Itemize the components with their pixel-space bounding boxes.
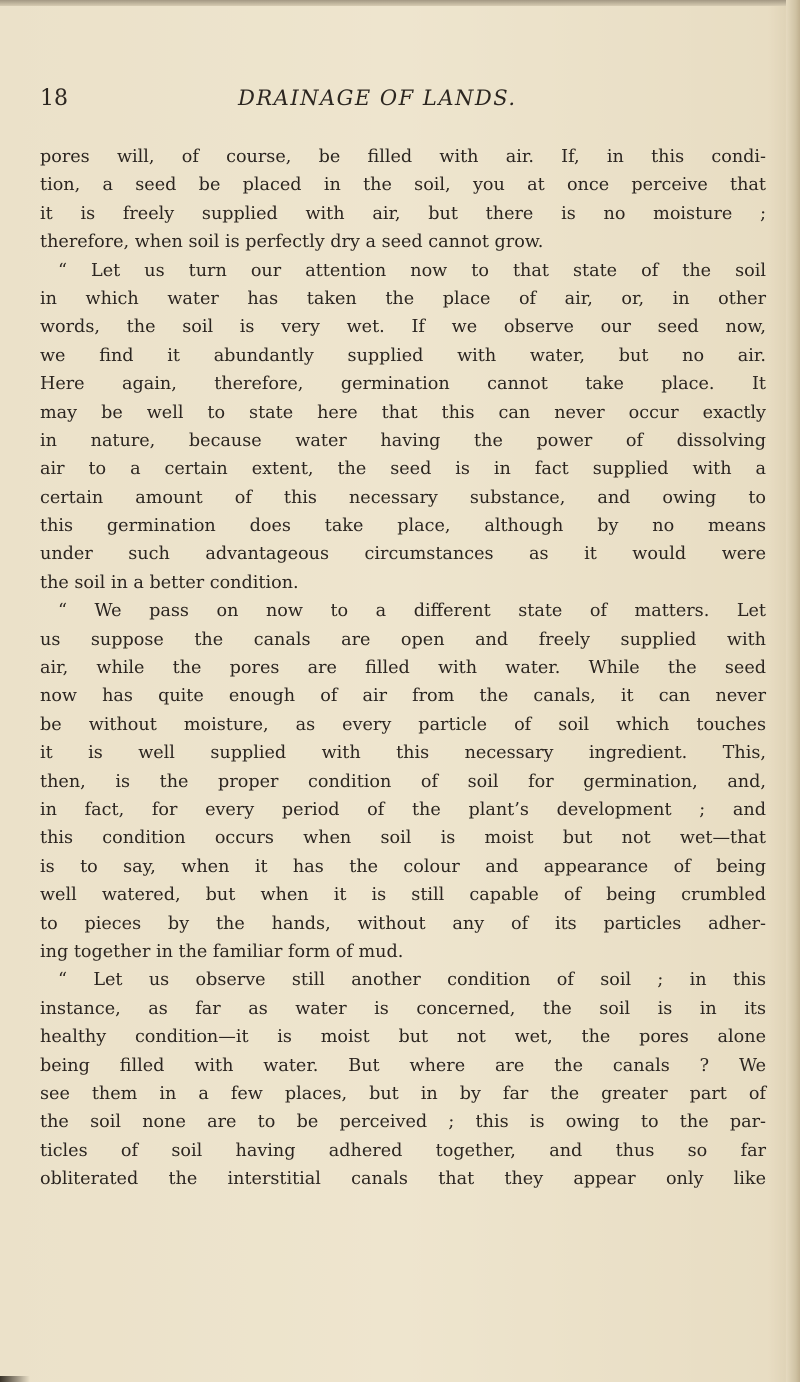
- text-line: words, the soil is very wet. If we observe our seed now,: [40, 317, 766, 338]
- text-line: now has quite enough of air from the canals, it can never: [40, 686, 766, 707]
- text-line: certain amount of this necessary substance, and owing to: [40, 487, 766, 508]
- text-line: “ Let us turn our attention now to that state of the soil: [58, 260, 766, 281]
- text-line: see them in a few places, but in by far the greater part of: [40, 1083, 766, 1104]
- text-line: in which water has taken the place of air, or, in other: [40, 288, 766, 309]
- text-line: Here again, therefore, germination cannot take place. It: [40, 374, 766, 395]
- text-line: may be well to state here that this can never occur exactly: [40, 402, 766, 423]
- text-line: in fact, for every period of the plant’s development ; and: [40, 799, 766, 820]
- text-line: us suppose the canals are open and freely supplied with: [40, 629, 766, 650]
- text-line: well watered, but when it is still capable of being crumbled: [40, 885, 766, 906]
- text-line: “ Let us observe still another condition of soil ; in this: [58, 970, 766, 991]
- body-text: [40, 143, 766, 1193]
- text-line: “ We pass on now to a different state of matters. Let: [58, 601, 766, 622]
- text-line: ing together in the familiar form of mud.: [40, 941, 404, 962]
- text-line: being filled with water. But where are the canals ? We: [40, 1055, 766, 1076]
- page-number: 18: [40, 86, 68, 111]
- text-line: the soil in a better condition.: [40, 572, 299, 593]
- text-line: in nature, because water having the power of dissolving: [40, 430, 766, 451]
- page-header: [40, 86, 770, 120]
- text-line: this germination does take place, although by no means: [40, 516, 766, 537]
- text-line: air, while the pores are filled with water. While the seed: [40, 658, 766, 679]
- text-line: air to a certain extent, the seed is in fact supplied with a: [40, 459, 766, 480]
- text-line: instance, as far as water is concerned, the soil is in its: [40, 998, 766, 1019]
- text-line: be without moisture, as every particle of soil which touches: [40, 714, 766, 735]
- text-line: we find it abundantly supplied with water, but no air.: [40, 345, 766, 366]
- text-line: ticles of soil having adhered together, and thus so far: [40, 1140, 766, 1161]
- corner-mark: [0, 1376, 30, 1382]
- text-line: therefore, when soil is perfectly dry a seed cannot grow.: [40, 232, 544, 253]
- text-line: this condition occurs when soil is moist but not wet—that: [40, 828, 766, 849]
- top-page-edge: [0, 0, 800, 6]
- text-line: it is well supplied with this necessary ingredient. This,: [40, 743, 766, 764]
- text-line: pores will, of course, be filled with air. If, in this condi-: [40, 147, 766, 167]
- running-head: DRAINAGE OF LANDS.: [238, 86, 517, 110]
- text-line: healthy condition—it is moist but not wet, the pores alone: [40, 1027, 766, 1048]
- text-line: to pieces by the hands, without any of its particles adher-: [40, 913, 766, 934]
- text-line: under such advantageous circumstances as it would were: [40, 544, 766, 565]
- text-line: tion, a seed be placed in the soil, you at once perceive that: [40, 175, 766, 196]
- text-line: it is freely supplied with air, but there is no moisture ;: [40, 203, 766, 224]
- right-page-edge: [786, 0, 800, 1382]
- text-line: the soil none are to be perceived ; this is owing to the par-: [40, 1112, 766, 1133]
- text-line: then, is the proper condition of soil for germination, and,: [40, 771, 766, 792]
- text-line: is to say, when it has the colour and appearance of being: [40, 856, 766, 877]
- text-line: obliterated the interstitial canals that they appear only like: [40, 1169, 766, 1190]
